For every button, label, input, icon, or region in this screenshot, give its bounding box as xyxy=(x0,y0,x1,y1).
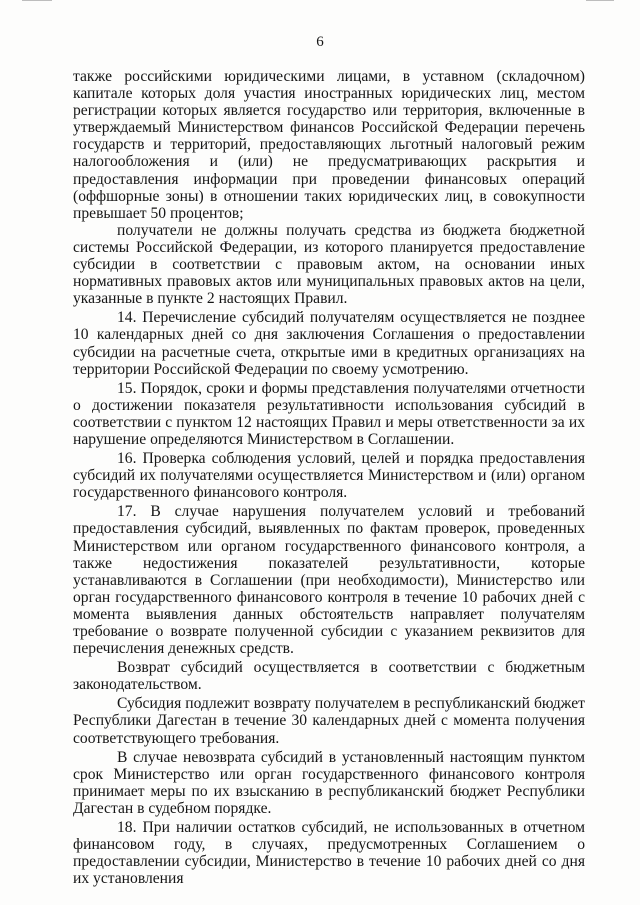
paragraph-14: 14. Перечисление субсидий получателям осуществляется не позднее 10 календарных дней со дня заключения Соглашения о предоставлении субсидии на расчетные счета, открытые ими в кредитных организациях на территории Российской Федерации по своему усмотрению. xyxy=(73,309,585,378)
paragraph-18: 18. При наличии остатков субсидий, не использованных в отчетном финансовом году, в случаях, предусмотренных Соглашением о предоставлении субсидии, Министерство в течение 10 рабочих дней со дня их установления xyxy=(73,819,585,888)
paragraph-16: 16. Проверка соблюдения условий, целей и порядка предоставления субсидий их получателями осуществляется Министерством и (или) органом государственного финансового контроля. xyxy=(73,450,585,502)
paragraph-continuation: также российскими юридическими лицами, в уставном (складочном) капитале которых доля участия иностранных юридических лиц, местом регистрации которых является государство или территория, включенные в утверждаемый Министерством финансов Российской Федерации перечень государств и территорий, предоставляющих льготный налоговый режим налогообложения и (или) не предусматривающих раскрытия и предоставления информации при проведении финансовых операций (оффшорные зоны) в отношении таких юридических лиц, в совокупности превышает 50 процентов; xyxy=(73,68,585,222)
paragraph-refund-enforcement: В случае невозврата субсидий в установленный настоящим пунктом срок Министерство или орган государственного финансового контроля принимает меры по их взысканию в республиканский бюджет Республики Дагестан в судебном порядке. xyxy=(73,748,585,817)
paragraph-17: 17. В случае нарушения получателем условий и требований предоставления субсидий, выявленных по фактам проверок, проведенных Министерством или органом государственного финансового контроля, а также недостижения показателей результативности, которые устанавливаются в Соглашении (при необходимости), Министерство или орган государственного финансового контроля в течение 10 рабочих дней с момента выявления данных обстоятельств направляет получателям требование о возврате полученной субсидии с указанием реквизитов для перечисления денежных средств. xyxy=(73,503,585,658)
scan-artifact xyxy=(586,0,614,1)
paragraph-refund-legislation: Возврат субсидий осуществляется в соответствии с бюджетным законодательством. xyxy=(73,659,585,694)
page-number: 6 xyxy=(316,34,324,50)
paragraph-refund-deadline: Субсидия подлежит возврату получателем в республиканский бюджет Республики Дагестан в течение 30 календарных дней с момента получения соответствующего требования. xyxy=(73,695,585,747)
paragraph-15: 15. Порядок, сроки и формы представления получателями отчетности о достижении показателя результативности использования субсидий в соответствии с пунктом 12 настоящих Правил и меры ответственности за их нарушение определяются Министерством в Соглашении. xyxy=(73,379,585,448)
paragraph-recipients-condition: получатели не должны получать средства из бюджета бюджетной системы Российской Федерации, из которого планируется предоставление субсидии в соответствии с правовым актом, на основании иных нормативных правовых актов или муниципальных правовых актов на цели, указанные в пункте 2 настоящих Правил. xyxy=(73,221,585,308)
scan-artifact xyxy=(22,0,52,1)
document-body xyxy=(73,68,585,887)
